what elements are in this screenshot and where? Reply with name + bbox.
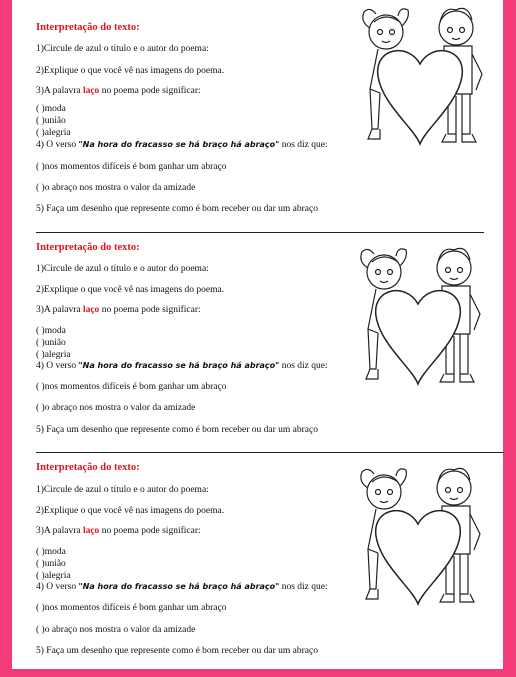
q3-text-b: no poema pode significar: [99,86,201,96]
answer-1: ( )nos momentos difíceis é bom ganhar um abraço [36,603,227,613]
question-1: 1)Circule de azul o título e o autor do poema: [36,485,209,495]
kids-heart-illustration [356,4,490,159]
separator-line-2 [36,452,504,453]
q3-text-b: no poema pode significar: [99,526,201,536]
answer-1: ( )nos momentos difíceis é bom ganhar um abraço [36,162,227,172]
q4-text-b: nos diz que: [279,140,328,150]
q4-quote: "Na hora do fracasso se há braço há abraço" [78,361,280,370]
option-alegria: ( )alegria [36,128,71,138]
question-4 [36,140,328,150]
block-title: Interpretação do texto: [36,462,140,473]
question-3 [36,526,201,536]
answer-2: ( )o abraço nos mostra o valor da amizade [36,625,196,635]
option-uniao: ( )união [36,559,66,569]
block-title: Interpretação do texto: [36,242,140,253]
q3-highlight-word: laço [82,305,100,315]
q3-highlight-word: laço [82,86,100,96]
option-moda: ( )moda [36,547,66,557]
option-moda: ( )moda [36,326,66,336]
question-1: 1)Circule de azul o título e o autor do poema: [36,264,209,274]
question-3 [36,86,201,96]
answer-2: ( )o abraço nos mostra o valor da amizade [36,403,196,413]
option-uniao: ( )união [36,116,66,126]
q3-text-a: 3)A palavra [36,86,83,96]
kids-heart-illustration [354,464,488,619]
question-5: 5) Faça um desenho que represente como é bom receber ou dar um abraço [36,425,318,435]
answer-1: ( )nos momentos difíceis é bom ganhar um abraço [36,382,227,392]
question-5: 5) Faça um desenho que represente como é bom receber ou dar um abraço [36,204,318,214]
question-5: 5) Faça um desenho que represente como é bom receber ou dar um abraço [36,646,318,656]
question-4 [36,582,328,592]
question-2: 2)Explique o que você vê nas imagens do poema. [36,285,225,295]
q3-highlight-word: laço [82,526,100,536]
worksheet-page [12,0,503,669]
q4-text-a: 4) O verso [36,582,79,592]
q4-text-b: nos diz que: [279,361,328,371]
option-alegria: ( )alegria [36,571,71,581]
q4-quote: "Na hora do fracasso se há braço há abraço" [78,582,280,591]
question-3 [36,305,201,315]
block-title: Interpretação do texto: [36,22,140,33]
q4-quote: "Na hora do fracasso se há braço há abraço" [78,140,280,149]
question-1: 1)Circule de azul o título e o autor do poema: [36,44,209,54]
q4-text-a: 4) O verso [36,361,79,371]
q3-text-b: no poema pode significar: [99,305,201,315]
question-4 [36,361,328,371]
q4-text-b: nos diz que: [279,582,328,592]
option-alegria: ( )alegria [36,350,71,360]
question-2: 2)Explique o que você vê nas imagens do poema. [36,506,225,516]
answer-2: ( )o abraço nos mostra o valor da amizade [36,183,196,193]
q3-text-a: 3)A palavra [36,526,83,536]
question-2: 2)Explique o que você vê nas imagens do poema. [36,66,225,76]
q4-text-a: 4) O verso [36,140,79,150]
option-moda: ( )moda [36,104,66,114]
separator-line-1 [36,232,484,233]
q3-text-a: 3)A palavra [36,305,83,315]
kids-heart-illustration [354,244,488,399]
option-uniao: ( )união [36,338,66,348]
